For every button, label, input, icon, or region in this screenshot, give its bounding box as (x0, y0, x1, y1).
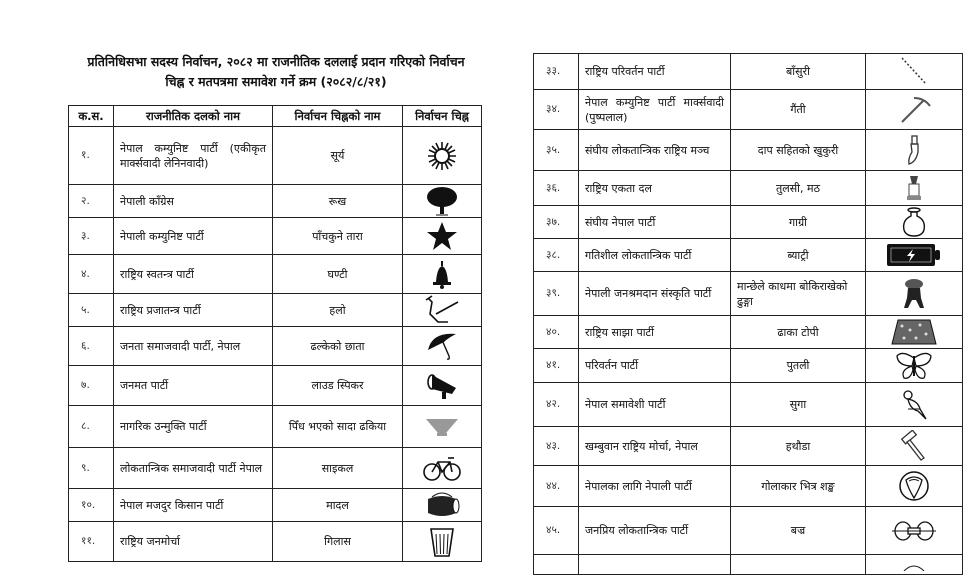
header-symbol-name: निर्वाचन चिह्नको नाम (273, 106, 403, 127)
butterfly-icon (894, 350, 934, 382)
party-name: जनप्रिय लोकतान्त्रिक पार्टी (579, 507, 731, 555)
symbol-name: गैंती (731, 90, 866, 130)
glass-icon (422, 526, 462, 558)
serial-number: ६. (69, 327, 114, 366)
serial-number: ४३. (534, 427, 579, 466)
symbol-name: रूख (273, 185, 403, 218)
party-name: खम्बुवान राष्ट्रिय मोर्चा, नेपाल (579, 427, 731, 466)
table-row (534, 349, 963, 383)
serial-number: ३८. (534, 239, 579, 272)
table-row (534, 383, 963, 427)
table-row (534, 54, 963, 90)
party-name: नेपाल समावेशी पार्टी (579, 383, 731, 427)
serial-number: ४. (69, 255, 114, 294)
battery-icon (885, 239, 943, 271)
table-row (534, 466, 963, 507)
bicycle-icon (422, 452, 462, 484)
flute-icon (894, 56, 934, 88)
dhaka-topi-icon (890, 316, 938, 348)
table-row (69, 489, 482, 522)
table-row (534, 507, 963, 555)
header-party-name: राजनीतिक दलको नाम (114, 106, 273, 127)
party-name: राष्ट्रिय एकता दल (579, 171, 731, 206)
khukuri-icon (894, 134, 934, 166)
loudspeaker-icon (422, 370, 462, 402)
party-name: लोकतान्त्रिक समाजवादी पार्टी नेपाल (114, 448, 273, 489)
table-row (69, 185, 482, 218)
table-row (534, 272, 963, 316)
star-icon (422, 220, 462, 252)
serial-number: ३. (69, 218, 114, 255)
party-name: जनमत पार्टी (114, 366, 273, 406)
table-row (69, 294, 482, 327)
tulsi-shrine-icon (894, 172, 934, 204)
header-serial: क.स. (69, 106, 114, 127)
party-name: राष्ट्रिय प्रजातन्त्र पार्टी (114, 294, 273, 327)
parrot-icon (894, 389, 934, 421)
basket-icon (422, 411, 462, 443)
table-row (69, 255, 482, 294)
serial-number: ४२. (534, 383, 579, 427)
symbol-name: मान्छेले काधमा बोकिराखेको ढुङ्गा (731, 272, 866, 316)
symbol-name: पाँचकुने तारा (273, 218, 403, 255)
party-name: नेपाली जनश्रमदान संस्कृति पार्टी (579, 272, 731, 316)
table-row (534, 171, 963, 206)
symbol-name: गोलाकार भित्र शङ्ख (731, 466, 866, 507)
pickaxe-icon (894, 94, 934, 126)
symbol-name: सुगा (731, 383, 866, 427)
serial-number: ११. (69, 522, 114, 562)
party-name: जनता समाजवादी पार्टी, नेपाल (114, 327, 273, 366)
symbol-name: पुतली (731, 349, 866, 383)
table-row (69, 366, 482, 406)
serial-number: ३७. (534, 206, 579, 239)
header-symbol: निर्वाचन चिह्न (403, 106, 482, 127)
party-name: नेपाली काँग्रेस (114, 185, 273, 218)
table-header-row (69, 106, 482, 127)
symbol-name: ब्याट्री (731, 239, 866, 272)
man-carrying-stone-icon (894, 278, 934, 310)
serial-number (534, 555, 579, 575)
left-symbol-table (68, 105, 482, 562)
party-name: राष्ट्रिय जनमोर्चा (114, 522, 273, 562)
title-line-2: चिह्न र मतपत्रमा समावेश गर्ने क्रम (२०८२/८/२१) (165, 74, 387, 89)
symbol-name: बाँसुरी (731, 54, 866, 90)
table-row (69, 218, 482, 255)
table-row (534, 239, 963, 272)
party-name: राष्ट्रिय परिवर्तन पार्टी (579, 54, 731, 90)
party-name: संघीय लोकतान्त्रिक राष्ट्रिय मञ्च (579, 130, 731, 171)
tree-icon (422, 185, 462, 217)
madal-drum-icon (422, 489, 462, 521)
symbol-name: सूर्य (273, 127, 403, 185)
serial-number: ४०. (534, 316, 579, 349)
bell-icon (422, 258, 462, 290)
symbol-name: घण्टी (273, 255, 403, 294)
serial-number: ३९. (534, 272, 579, 316)
party-name: नेपाली कम्युनिष्ट पार्टी (114, 218, 273, 255)
vajra-icon (890, 515, 938, 547)
serial-number: ९. (69, 448, 114, 489)
symbol-name: तुलसी, मठ (731, 171, 866, 206)
conch-in-circle-icon (894, 470, 934, 502)
symbol-name: गिलास (273, 522, 403, 562)
symbol-name: ढल्केको छाता (273, 327, 403, 366)
table-row (69, 406, 482, 448)
party-name: गतिशील लोकतान्त्रिक पार्टी (579, 239, 731, 272)
table-row (534, 316, 963, 349)
serial-number: ४१. (534, 349, 579, 383)
table-row (69, 327, 482, 366)
title-line-1: प्रतिनिधिसभा सदस्य निर्वाचन, २०८२ मा राजनीतिक दललाई प्रदान गरिएको निर्वाचन (87, 54, 465, 69)
symbol-name: गाग्री (731, 206, 866, 239)
party-name (579, 555, 731, 575)
party-name: नेपाल मजदुर किसान पार्टी (114, 489, 273, 522)
right-symbol-table (533, 53, 963, 575)
symbol-name: मादल (273, 489, 403, 522)
table-row (534, 90, 963, 130)
party-name: नेपाल कम्युनिष्ट पार्टी (एकीकृत मार्क्सवादी लेनिनवादी) (114, 127, 273, 185)
serial-number: ३६. (534, 171, 579, 206)
hammer-icon (894, 430, 934, 462)
table-row (534, 427, 963, 466)
symbol-name (731, 555, 866, 575)
party-name: नागरिक उन्मुक्ति पार्टी (114, 406, 273, 448)
document-title (66, 52, 486, 92)
symbol-name: लाउड स्पिकर (273, 366, 403, 406)
symbol-name: साइकल (273, 448, 403, 489)
symbol-name: हलो (273, 294, 403, 327)
table-row (534, 130, 963, 171)
serial-number: ३४. (534, 90, 579, 130)
partial-icon (894, 559, 934, 571)
table-row (534, 555, 963, 575)
serial-number: ४५. (534, 507, 579, 555)
party-name: राष्ट्रिय स्वतन्त्र पार्टी (114, 255, 273, 294)
party-name: परिवर्तन पार्टी (579, 349, 731, 383)
symbol-name: दाप सहितको खुकुरी (731, 130, 866, 171)
symbol-name: हथौडा (731, 427, 866, 466)
sun-icon (422, 140, 462, 172)
serial-number: ४४. (534, 466, 579, 507)
party-name: संघीय नेपाल पार्टी (579, 206, 731, 239)
serial-number: ३३. (534, 54, 579, 90)
party-name: राष्ट्रिय साझा पार्टी (579, 316, 731, 349)
symbol-name: पिँध भएको सादा ढकिया (273, 406, 403, 448)
serial-number: ३५. (534, 130, 579, 171)
serial-number: ७. (69, 366, 114, 406)
serial-number: ८. (69, 406, 114, 448)
table-row (69, 127, 482, 185)
party-name: नेपाल कम्युनिष्ट पार्टी मार्क्सवादी (पुष्पलाल) (579, 90, 731, 130)
party-name: नेपालका लागि नेपाली पार्टी (579, 466, 731, 507)
serial-number: ५. (69, 294, 114, 327)
table-row (69, 522, 482, 562)
symbol-name: ढाका टोपी (731, 316, 866, 349)
serial-number: १. (69, 127, 114, 185)
symbol-name: बज्र (731, 507, 866, 555)
umbrella-icon (422, 330, 462, 362)
plough-icon (422, 294, 462, 326)
serial-number: १०. (69, 489, 114, 522)
table-row (69, 448, 482, 489)
serial-number: २. (69, 185, 114, 218)
table-row (534, 206, 963, 239)
water-pot-icon (894, 206, 934, 238)
